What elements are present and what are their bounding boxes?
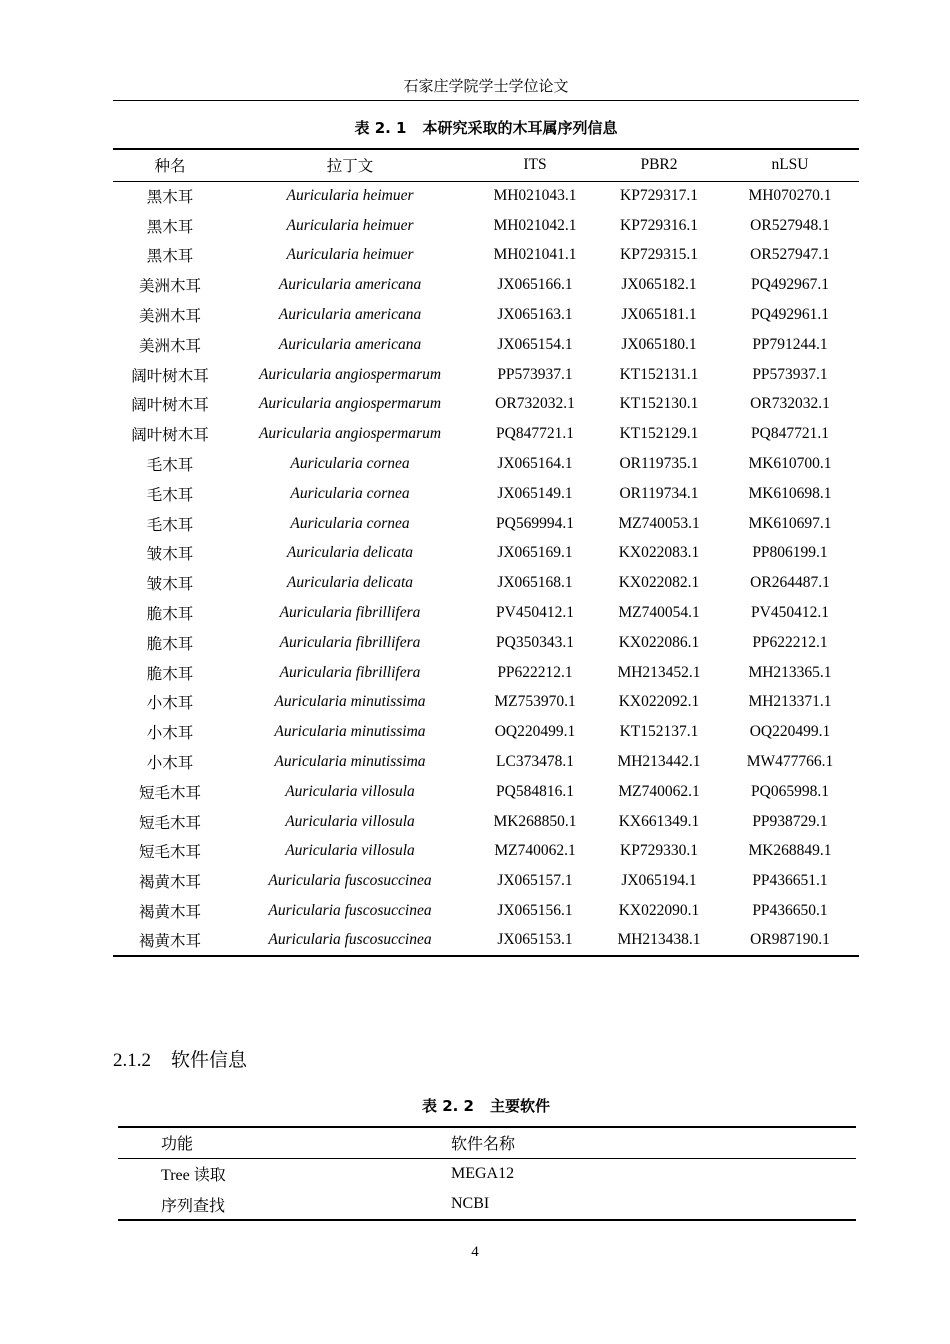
table-row (113, 211, 859, 241)
its-cell: MK268850.1 (493, 812, 577, 830)
table-row (113, 747, 859, 777)
pbr2-cell: OR119734.1 (619, 484, 699, 502)
latin-name-cell: Auricularia delicata (286, 574, 414, 592)
latin-name-cell: Auricularia cornea (290, 455, 410, 473)
species-cell: 美洲木耳 (138, 337, 201, 355)
sequence-table (113, 148, 859, 957)
species-cell: 短毛木耳 (138, 814, 201, 832)
species-cell: 毛木耳 (146, 457, 194, 475)
table1-caption-number: 表 2. 1 (354, 119, 407, 137)
its-cell: OR732032.1 (495, 395, 575, 413)
section-number: 2.1.2 (113, 1050, 151, 1071)
table1-caption (113, 117, 859, 138)
its-cell: PQ584816.1 (496, 782, 574, 800)
latin-name-cell: Auricularia villosula (285, 842, 415, 860)
table-row (113, 777, 859, 807)
table-row (113, 479, 859, 509)
nlsu-cell: MW477766.1 (746, 753, 834, 771)
species-cell: 黑木耳 (146, 248, 194, 266)
pbr2-cell: KP729330.1 (620, 842, 698, 860)
pbr2-cell: MZ740053.1 (618, 514, 700, 532)
its-cell: JX065157.1 (497, 872, 573, 890)
species-cell: 脆木耳 (146, 665, 194, 683)
latin-name-cell: Auricularia heimuer (286, 187, 414, 205)
table2-caption (113, 1095, 859, 1116)
its-cell: JX065164.1 (497, 455, 573, 473)
its-cell: MH021041.1 (493, 246, 577, 264)
species-cell: 毛木耳 (146, 486, 194, 504)
species-cell: 小木耳 (146, 755, 194, 773)
latin-name-cell: Auricularia fibrillifera (279, 633, 421, 651)
table2-body (118, 1158, 856, 1220)
latin-name-cell: Auricularia minutissima (274, 693, 426, 711)
latin-name-cell: Auricularia minutissima (274, 723, 426, 741)
pbr2-cell: KX022090.1 (618, 902, 700, 920)
species-cell: 阔叶树木耳 (131, 367, 209, 385)
pbr2-cell: MZ740062.1 (618, 782, 700, 800)
pbr2-cell: KX022086.1 (618, 633, 700, 651)
table1-caption-text: 本研究采取的木耳属序列信息 (422, 119, 618, 137)
table1-body (113, 181, 859, 956)
table-row (113, 568, 859, 598)
latin-name-cell: Auricularia heimuer (286, 216, 414, 234)
pbr2-cell: MH213438.1 (597, 926, 721, 956)
table-row (118, 1158, 856, 1189)
its-cell: JX065153.1 (473, 926, 597, 956)
pbr2-cell: OR119735.1 (619, 455, 699, 473)
species-cell: 毛木耳 (146, 516, 194, 534)
latin-name-cell: Auricularia fuscosuccinea (227, 926, 473, 956)
col-header-software: 软件名称 (451, 1127, 856, 1158)
table-row (113, 866, 859, 896)
nlsu-cell: PP791244.1 (752, 335, 828, 353)
col-header-its: ITS (473, 149, 597, 181)
nlsu-cell: PV450412.1 (751, 604, 829, 622)
species-cell: 短毛木耳 (138, 844, 201, 862)
nlsu-cell: MK268849.1 (748, 842, 832, 860)
its-cell: MZ740062.1 (494, 842, 576, 860)
nlsu-cell: MK610698.1 (748, 484, 832, 502)
latin-name-cell: Auricularia fibrillifera (279, 604, 421, 622)
col-header-latin: 拉丁文 (227, 149, 473, 181)
species-cell: 皱木耳 (146, 546, 194, 564)
table-row (113, 390, 859, 420)
latin-name-cell: Auricularia villosula (285, 812, 415, 830)
pbr2-cell: KP729316.1 (620, 216, 698, 234)
its-cell: PQ847721.1 (496, 425, 574, 443)
its-cell: JX065149.1 (497, 484, 573, 502)
table2-caption-number: 表 2. 2 (421, 1097, 474, 1115)
latin-name-cell: Auricularia cornea (290, 484, 410, 502)
its-cell: OQ220499.1 (494, 723, 576, 741)
pbr2-cell: KP729317.1 (620, 187, 698, 205)
table-row (113, 926, 859, 956)
col-header-pbr2: PBR2 (597, 149, 721, 181)
latin-name-cell: Auricularia delicata (286, 544, 414, 562)
species-cell: 阔叶树木耳 (131, 427, 209, 445)
its-cell: LC373478.1 (496, 753, 574, 771)
pbr2-cell: JX065180.1 (621, 335, 697, 353)
table-row (113, 241, 859, 271)
species-cell: 短毛木耳 (138, 784, 201, 802)
its-cell: PP573937.1 (497, 365, 573, 383)
its-cell: MH021042.1 (493, 216, 577, 234)
nlsu-cell: PQ492961.1 (751, 306, 829, 324)
pbr2-cell: MH213452.1 (617, 663, 701, 681)
table-row (113, 360, 859, 390)
table-row (113, 509, 859, 539)
table-row (113, 837, 859, 867)
page-number: 4 (471, 1244, 479, 1260)
pbr2-cell: KX022082.1 (618, 574, 700, 592)
species-cell: 褐黄木耳 (113, 926, 227, 956)
latin-name-cell: Auricularia fuscosuccinea (268, 872, 432, 890)
latin-name-cell: Auricularia angiospermarum (258, 365, 442, 383)
table-row (113, 896, 859, 926)
nlsu-cell: MH213365.1 (748, 663, 832, 681)
table-row (113, 688, 859, 718)
table-row (113, 181, 859, 211)
nlsu-cell: PP806199.1 (752, 544, 828, 562)
table-row (118, 1189, 856, 1220)
pbr2-cell: JX065181.1 (621, 306, 697, 324)
latin-name-cell: Auricularia angiospermarum (258, 395, 442, 413)
table-row (113, 539, 859, 569)
software-table (118, 1126, 856, 1221)
species-cell: 脆木耳 (146, 606, 194, 624)
nlsu-cell: PP938729.1 (752, 812, 828, 830)
nlsu-cell: PP573937.1 (752, 365, 828, 383)
its-cell: JX065156.1 (497, 902, 573, 920)
nlsu-cell: PP436651.1 (752, 872, 828, 890)
pbr2-cell: JX065194.1 (621, 872, 697, 890)
nlsu-cell: OR987190.1 (721, 926, 859, 956)
pbr2-cell: KT152137.1 (619, 723, 699, 741)
function-cell: 序列查找 (118, 1189, 451, 1220)
latin-name-cell: Auricularia heimuer (286, 246, 414, 264)
species-cell: 脆木耳 (146, 635, 194, 653)
pbr2-cell: KT152131.1 (619, 365, 699, 383)
nlsu-cell: PQ492967.1 (751, 276, 829, 294)
latin-name-cell: Auricularia villosula (285, 782, 415, 800)
software-cell: NCBI (451, 1189, 856, 1220)
table-row (113, 658, 859, 688)
col-header-species: 种名 (113, 149, 227, 181)
col-header-nlsu: nLSU (721, 149, 859, 181)
its-cell: PV450412.1 (496, 604, 574, 622)
running-header: 石家庄学院学士学位论文 (403, 77, 569, 95)
table-row (113, 419, 859, 449)
species-cell: 黑木耳 (146, 218, 194, 236)
table2-caption-text: 主要软件 (490, 1097, 551, 1115)
its-cell: PP622212.1 (497, 663, 573, 681)
pbr2-cell: MH213442.1 (617, 753, 701, 771)
nlsu-cell: PQ065998.1 (751, 782, 829, 800)
species-cell: 美洲木耳 (138, 308, 201, 326)
its-cell: JX065166.1 (497, 276, 573, 294)
nlsu-cell: OR732032.1 (750, 395, 830, 413)
table-row (113, 598, 859, 628)
table-row (113, 628, 859, 658)
latin-name-cell: Auricularia angiospermarum (258, 425, 442, 443)
pbr2-cell: KX022083.1 (618, 544, 700, 562)
pbr2-cell: KX661349.1 (618, 812, 700, 830)
pbr2-cell: KT152130.1 (619, 395, 699, 413)
species-cell: 美洲木耳 (138, 278, 201, 296)
nlsu-cell: OR527948.1 (750, 216, 830, 234)
function-cell: Tree 读取 (161, 1167, 226, 1185)
latin-name-cell: Auricularia minutissima (274, 753, 426, 771)
nlsu-cell: MK610697.1 (748, 514, 832, 532)
software-cell: MEGA12 (451, 1164, 515, 1182)
nlsu-cell: OR527947.1 (750, 246, 830, 264)
section-title: 软件信息 (171, 1049, 248, 1071)
latin-name-cell: Auricularia cornea (290, 514, 410, 532)
section-heading (113, 1045, 247, 1072)
table-row (113, 717, 859, 747)
nlsu-cell: MK610700.1 (748, 455, 832, 473)
latin-name-cell: Auricularia fibrillifera (279, 663, 421, 681)
its-cell: MZ753970.1 (494, 693, 576, 711)
nlsu-cell: MH213371.1 (748, 693, 832, 711)
latin-name-cell: Auricularia americana (278, 306, 422, 324)
table-row (113, 300, 859, 330)
latin-name-cell: Auricularia americana (278, 276, 422, 294)
species-cell: 阔叶树木耳 (131, 397, 209, 415)
header-rule (113, 100, 859, 101)
pbr2-cell: MZ740054.1 (618, 604, 700, 622)
latin-name-cell: Auricularia fuscosuccinea (268, 902, 432, 920)
col-header-function: 功能 (118, 1127, 451, 1158)
species-cell: 皱木耳 (146, 576, 194, 594)
nlsu-cell: PP436650.1 (752, 902, 828, 920)
pbr2-cell: KX022092.1 (618, 693, 700, 711)
its-cell: JX065168.1 (497, 574, 573, 592)
table-row (113, 270, 859, 300)
its-cell: PQ569994.1 (496, 514, 574, 532)
table-row (113, 330, 859, 360)
species-cell: 褐黄木耳 (138, 874, 201, 892)
pbr2-cell: KT152129.1 (619, 425, 699, 443)
nlsu-cell: MH070270.1 (748, 187, 832, 205)
table-row (113, 449, 859, 479)
pbr2-cell: JX065182.1 (621, 276, 697, 294)
its-cell: JX065169.1 (497, 544, 573, 562)
latin-name-cell: Auricularia americana (278, 335, 422, 353)
species-cell: 黑木耳 (146, 189, 194, 207)
table2-header-row (118, 1127, 856, 1158)
its-cell: MH021043.1 (493, 187, 577, 205)
table-row (113, 807, 859, 837)
species-cell: 褐黄木耳 (138, 904, 201, 922)
its-cell: PQ350343.1 (496, 633, 574, 651)
pbr2-cell: KP729315.1 (620, 246, 698, 264)
its-cell: JX065154.1 (497, 335, 573, 353)
its-cell: JX065163.1 (497, 306, 573, 324)
nlsu-cell: PQ847721.1 (751, 425, 829, 443)
nlsu-cell: OR264487.1 (750, 574, 830, 592)
species-cell: 小木耳 (146, 725, 194, 743)
table1-header-row (113, 149, 859, 181)
nlsu-cell: OQ220499.1 (749, 723, 831, 741)
species-cell: 小木耳 (146, 695, 194, 713)
nlsu-cell: PP622212.1 (752, 633, 828, 651)
